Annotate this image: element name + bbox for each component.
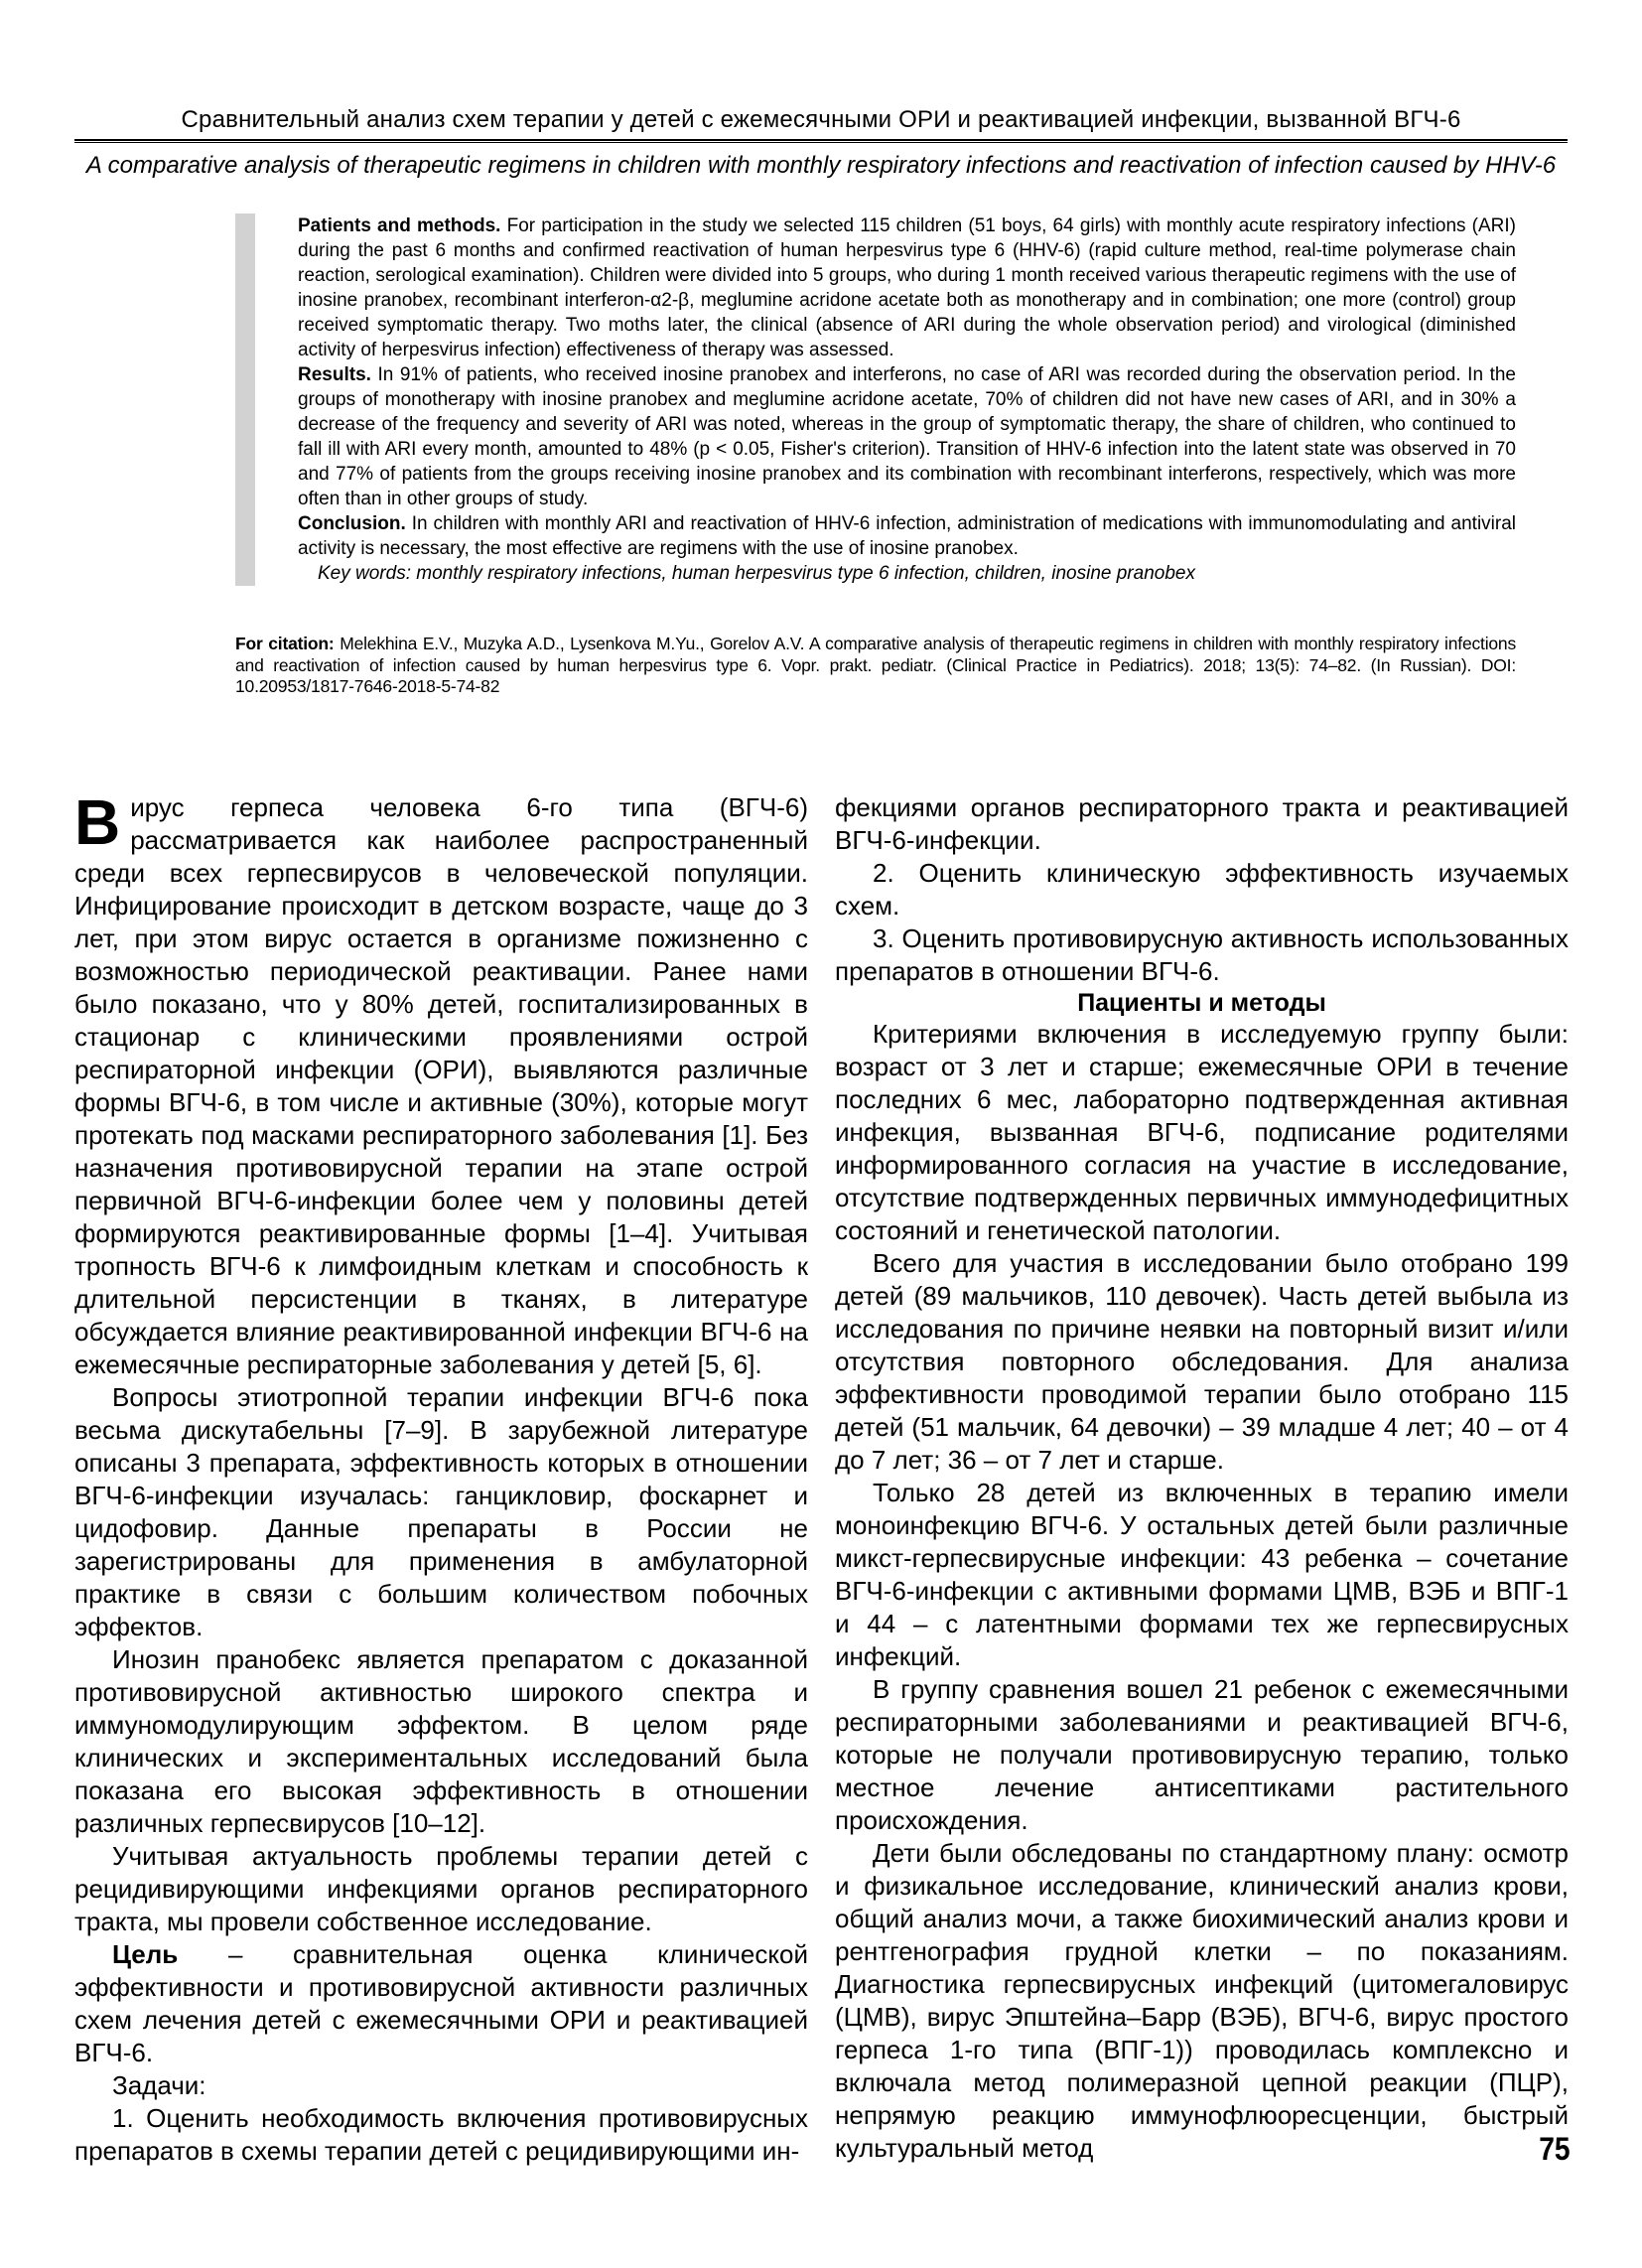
abstract-section [235, 213, 1516, 586]
goal-paragraph [74, 1938, 808, 2069]
abstract-text-block [298, 213, 1516, 586]
goal-text: – сравнительная оценка клинической эффективности и противовирусной активности различных схем лечения детей с ежемесячными ОРИ и реактивацией ВГЧ-6. [74, 1939, 808, 2067]
intro-paragraph [74, 786, 808, 1381]
abstract-keywords [298, 561, 1516, 586]
inclusion-criteria-paragraph: Критериями включения в исследуемую группу были: возраст от 3 лет и старше; ежемесячные ОРИ в течение последних 6 мес, лабораторно подтвержденная активная инфекция, вызванная ВГЧ-6, подписание родителями информированного согласия на участие в исследование, отсутствие подтвержденных первичных иммунодефицитных состояний и генетической патологии. [835, 1019, 1569, 1245]
abstract-conclusion [298, 511, 1516, 561]
tasks-heading: Задачи: [112, 2070, 206, 2100]
abstract-accent-bar [235, 213, 255, 586]
comparison-group-paragraph: В группу сравнения вошел 21 ребенок с ежемесячными респираторными заболеваниями и реактивацией ВГЧ-6, которые не получали противовирусную терапию, только местное лечение антисептиками растительного происхождения. [835, 1674, 1569, 1835]
task-item-1-continuation: фекциями органов респираторного тракта и реактивацией ВГЧ-6-инфекции. [835, 792, 1569, 855]
etiotropic-therapy-paragraph: Вопросы этиотропной терапии инфекции ВГЧ-6 пока весьма дискутабельны [7–9]. В зарубежной литературе описаны 3 препарата, эффективность которых в отношении ВГЧ-6-инфекции изучалась: ганцикловир, фоскарнет и цидофовир. Данные препараты в России не зарегистрированы для применения в амбулаторной практике в связи с большим количеством побочных эффектов. [74, 1382, 808, 1641]
title-divider-rule [74, 139, 1568, 143]
results-text: In 91% of patients, who received inosine pranobex and interferons, no case of ARI was recorded during the observation period. In the groups of monotherapy with inosine pranobex and meglumine acridone acetate, 70% of children did not have new cases of ARI, and in 30% a decrease of the frequency and severity of ARI was noted, whereas in the group of symptomatic therapy, the share of children, who continued to fall ill with ARI every month, amounted to 48% (p < 0.05, Fisher's criterion). Transition of HHV-6 infection into the latent state was observed in 70 and 77% of patients from the groups receiving inosine pranobex and its combination with recombinant interferons, respectively, which was more often than in other groups of study. [298, 364, 1516, 509]
task-item-2: 2. Оценить клиническую эффективность изучаемых схем. [835, 858, 1569, 921]
examination-plan-paragraph: Дети были обследованы по стандартному плану: осмотр и физикальное исследование, клинический анализ крови, общий анализ мочи, а также биохимический анализ крови и рентгенография грудной клетки – по показаниям. Диагностика герпесвирусных инфекций (цитомегаловирус (ЦМВ), вирус Эпштейна–Барр (ВЭБ), ВГЧ-6, вирус простого герпеса 1-го типа (ВПГ-1)) проводилась комплексно и включала метод полимеразной цепной реакции (ПЦР), непрямую реакцию иммунофлюоресценции, быстрый культуральный метод [835, 1838, 1569, 2163]
patients-methods-label: Patients and methods. [298, 215, 501, 236]
page-number: 75 [1539, 2131, 1571, 2167]
goal-label: Цель [112, 1939, 179, 1969]
citation-paragraph [235, 634, 1516, 698]
conclusion-text: In children with monthly ARI and reactivation of HHV-6 infection, administration of medications with immunomodulating and antiviral activity is necessary, the most effective are regimens with the use of inosine pranobex. [298, 513, 1517, 559]
patients-methods-text: For participation in the study we selected 115 children (51 boys, 64 girls) with monthly acute respiratory infections (ARI) during the past 6 months and confirmed reactivation of human herpesvirus type 6 (HHV-6) (rapid culture method, real-time polymerase chain reaction, serological examination). Children were divided into 5 groups, who during 1 month received various therapeutic regimens with the use of inosine pranobex, recombinant interferon-α2-β, meglumine acridone acetate both as monotherapy and in combination; one more (control) group received symptomatic therapy. Two moths later, the clinical (absence of ARI during the whole observation period) and virological (diminished activity of herpesvirus infection) effectiveness of therapy was assessed. [298, 215, 1516, 360]
mono-mixed-infection-paragraph: Только 28 детей из включенных в терапию имели моноинфекцию ВГЧ-6. У остальных детей были различные микст-герпесвирусные инфекции: 43 ребенка – сочетание ВГЧ-6-инфекции с активными формами ЦМВ, ВЭБ и ВПГ-1 и 44 – с латентными формами тех же герпесвирусных инфекций. [835, 1478, 1569, 1671]
citation-block [235, 634, 1516, 698]
task-item-1: 1. Оценить необходимость включения противовирусных препаратов в схемы терапии детей с рецидивирующими ин- [74, 2103, 808, 2166]
conclusion-label: Conclusion. [298, 513, 406, 534]
dropcap-letter: В [74, 786, 121, 858]
left-column [74, 786, 808, 2168]
abstract-results [298, 362, 1516, 511]
article-body [74, 786, 1569, 2168]
results-label: Results. [298, 364, 371, 385]
inosine-pranobex-paragraph: Инозин пранобекс является препаратом с доказанной противовирусной активностью широкого спектра и иммуномодулирующим эффектом. В целом ряде клинических и экспериментальных исследований была показана его высокая эффективность в отношении различных герпесвирусов [10–12]. [74, 1644, 808, 1838]
article-title-english: A comparative analysis of therapeutic regimens in children with monthly respiratory infections and reactivation of infection caused by HHV-6 [85, 152, 1557, 179]
article-title-russian: Сравнительный анализ схем терапии у детей с ежемесячными ОРИ и реактивацией инфекции, вызванной ВГЧ-6 [181, 106, 1461, 133]
participants-selection-paragraph: Всего для участия в исследовании было отобрано 199 детей (89 мальчиков, 110 девочек). Часть детей выбыла из исследования по причине неявки на повторный визит и/или отсутствия повторного обследования. Для анализа эффективности проводимой терапии было отобрано 115 детей (51 мальчик, 64 девочки) – 39 младше 4 лет; 40 – от 4 до 7 лет; 36 – от 7 лет и старше. [835, 1248, 1569, 1475]
abstract-patients-and-methods [298, 213, 1516, 362]
intro-paragraph-text: ирус герпеса человека 6-го типа (ВГЧ-6) рассматривается как наиболее распространенный среди всех герпесвирусов в человеческой популяции. Инфицирование происходит в детском возрасте, чаще до 3 лет, при этом вирус остается в организме пожизненно с возможностью периодической реактивации. Ранее нами было показано, что у 80% детей, госпитализированных в стационар с клиническими проявлениями острой респираторной инфекции (ОРИ), выявляются различные формы ВГЧ-6, в том числе и активные (30%), которые могут протекать под масками респираторного заболевания [1]. Без назначения противовирусной терапии на этапе острой первичной ВГЧ-6-инфекции более чем у половины детей формируются реактивированные формы [1–4]. Учитывая тропность ВГЧ-6 к лимфоидным клеткам и способность к длительной персистенции в тканях, в литературе обсуждается влияние реактивированной инфекции ВГЧ-6 на ежемесячные респираторные заболевания у детей [5, 6]. [74, 792, 808, 1379]
relevance-paragraph: Учитывая актуальность проблемы терапии детей с рецидивирующими инфекциями органов респираторного тракта, мы провели собственное исследование. [74, 1841, 808, 1936]
citation-text: Melekhina E.V., Muzyka A.D., Lysenkova M.Yu., Gorelov A.V. A comparative analysis of therapeutic regimens in children with monthly respiratory infections and reactivation of infection caused by human herpesvirus type 6. Vopr. prakt. pediatr. (Clinical Practice in Pediatrics). 2018; 13(5): 74–82. (In Russian). DOI: 10.20953/1817-7646-2018-5-74-82 [235, 634, 1516, 696]
right-column [835, 791, 1569, 2168]
citation-label: For citation: [235, 634, 335, 653]
keywords-text: monthly respiratory infections, human herpesvirus type 6 infection, children, inosine pranobex [416, 563, 1195, 584]
task-item-3: 3. Оценить противовирусную активность использованных препаратов в отношении ВГЧ-6. [835, 923, 1569, 986]
patients-and-methods-heading: Пациенты и методы [1077, 989, 1326, 1017]
article-header [74, 105, 1568, 180]
keywords-label: Key words: [318, 563, 411, 584]
